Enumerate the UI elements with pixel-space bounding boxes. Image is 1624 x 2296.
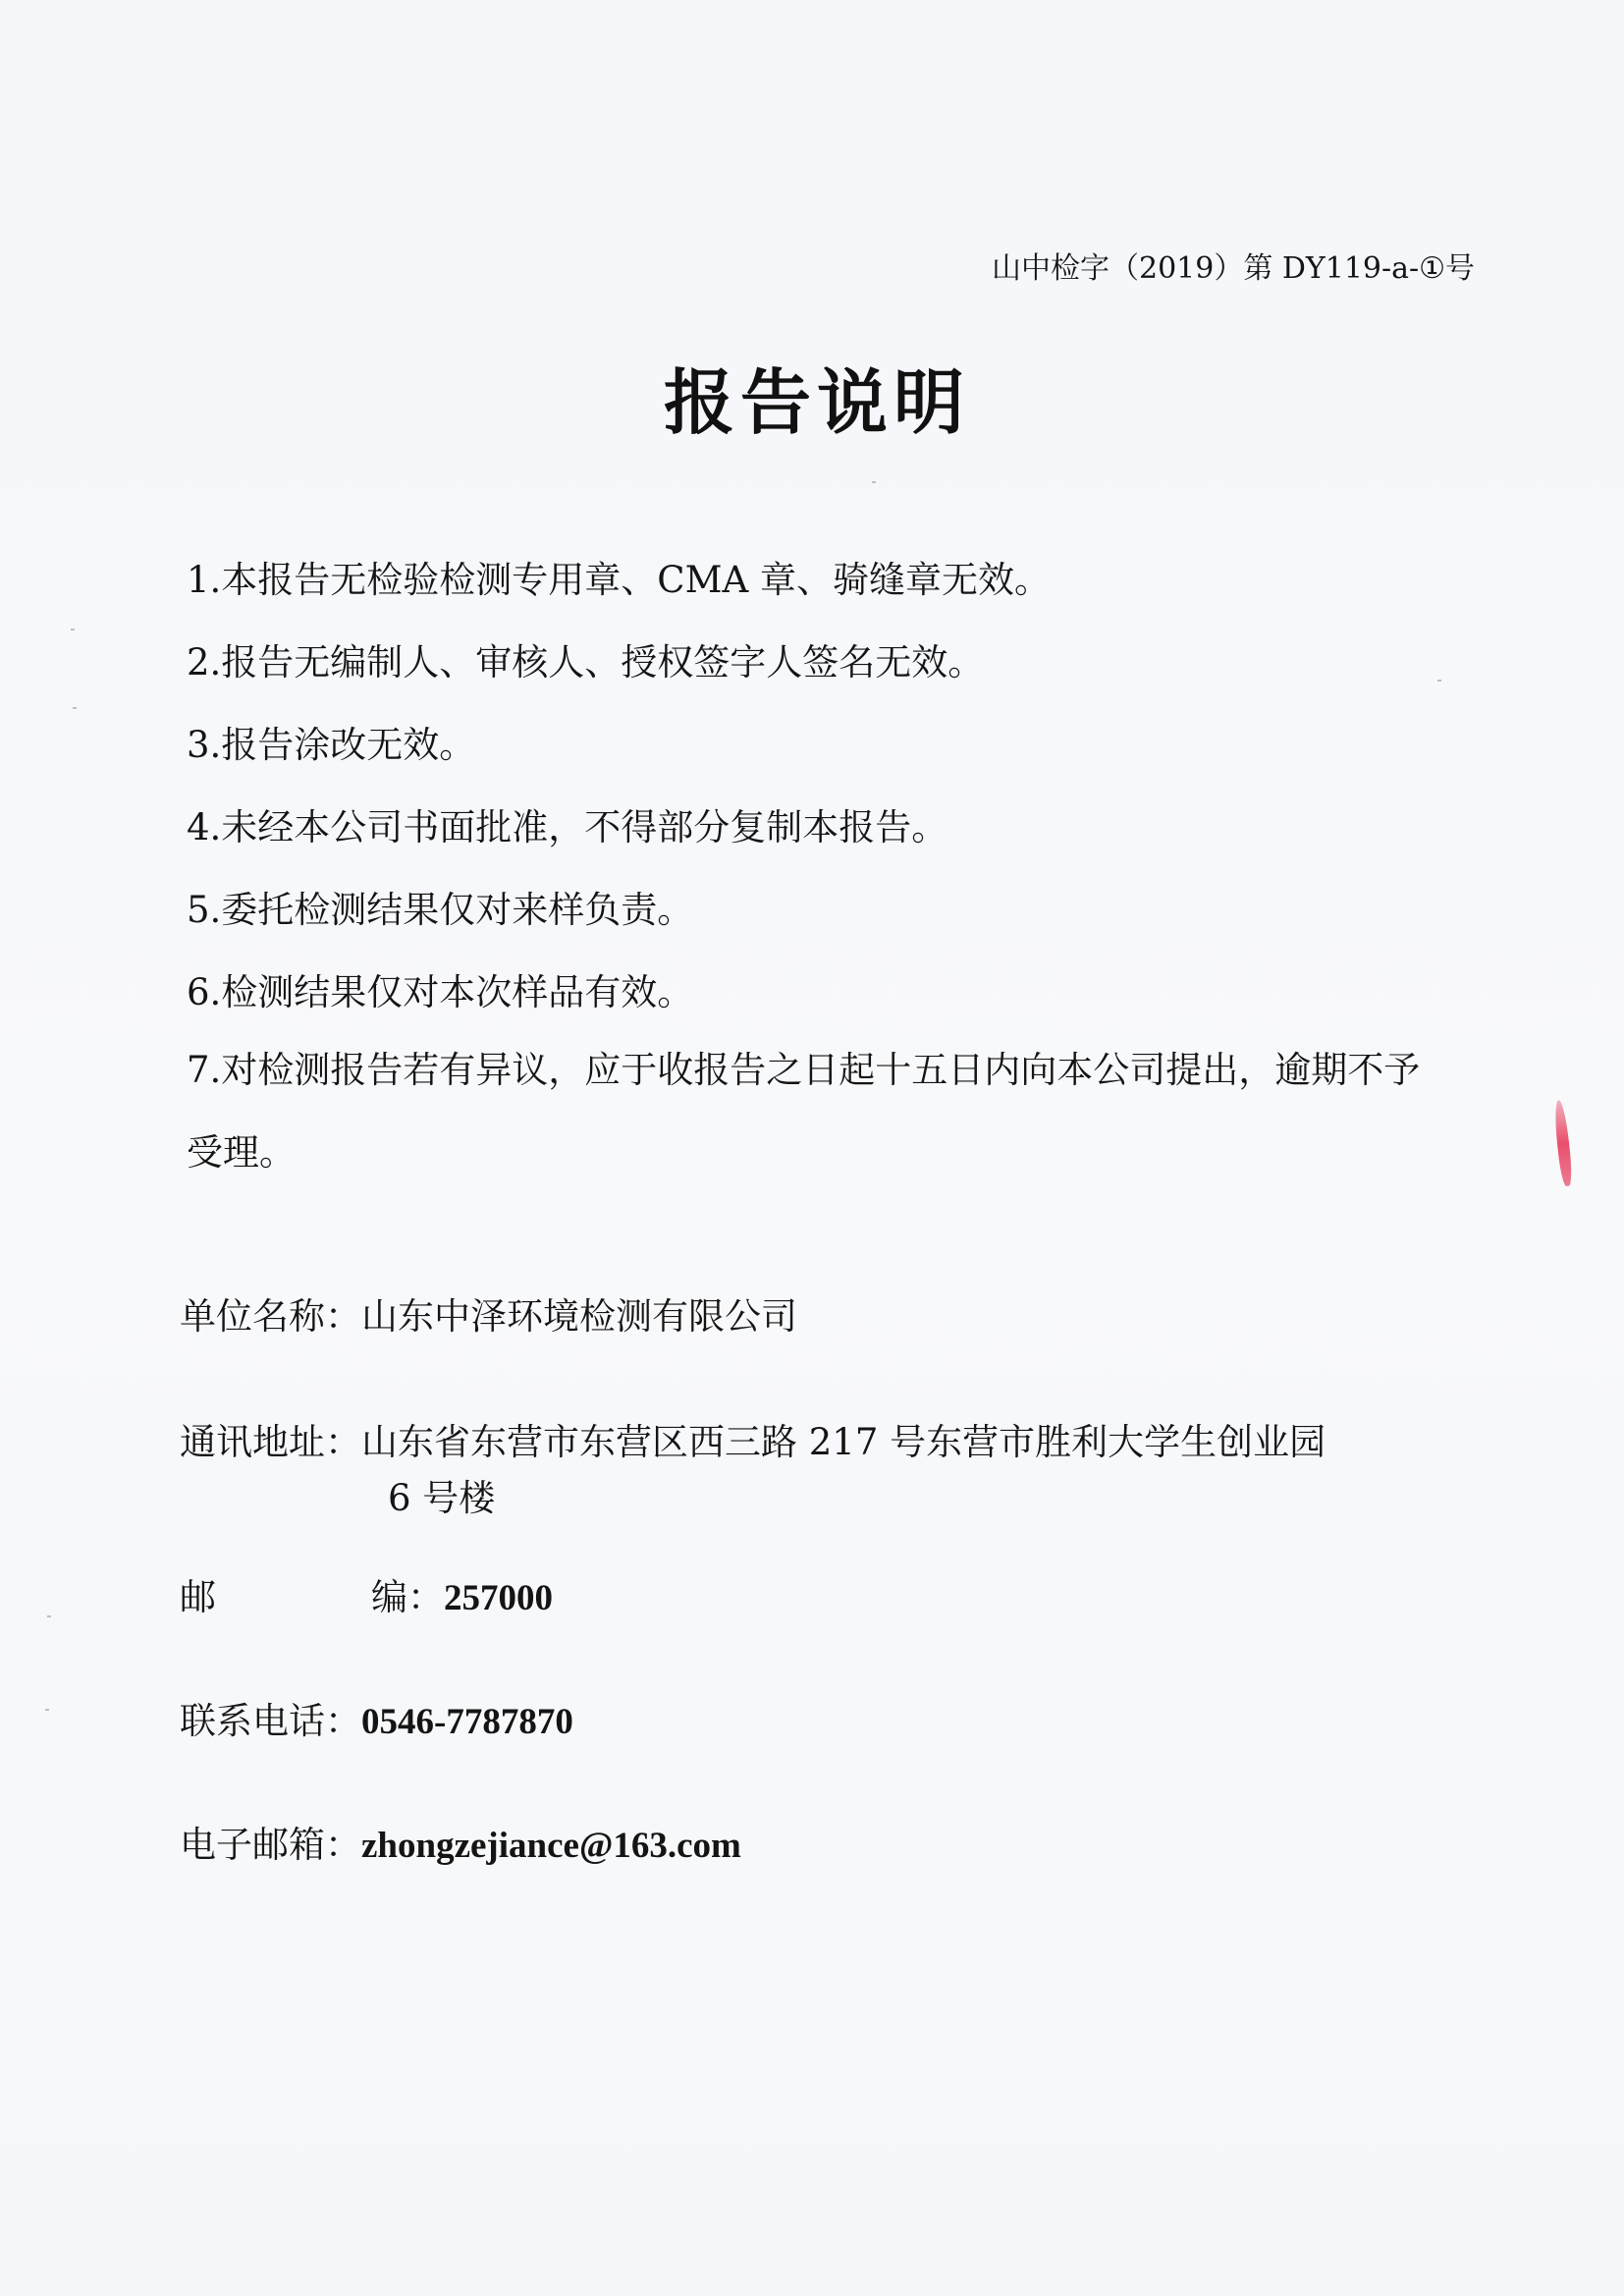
address-row (180, 1412, 1326, 1465)
scan-speck (1437, 680, 1441, 682)
company-name-value: 山东中泽环境检测有限公司 (361, 1295, 797, 1338)
phone-label: 联系电话： (180, 1700, 361, 1742)
note-item: 2.报告无编制人、审核人、授权签字人签名无效。 (187, 641, 985, 683)
report-number: 山中检字（2019）第 DY119-a-①号 (992, 251, 1476, 286)
note-item: 5.委托检测结果仅对来样负责。 (187, 889, 694, 931)
seal-fragment-icon (1552, 1100, 1573, 1187)
email-row (180, 1815, 741, 1868)
address-value-line1: 山东省东营市东营区西三路 217 号东营市胜利大学生创业园 (361, 1421, 1326, 1463)
phone-value: 0546-7787870 (361, 1702, 573, 1742)
company-name-label: 单位名称： (180, 1295, 361, 1338)
scan-speck (872, 481, 876, 483)
email-value: zhongzejiance@163.com (361, 1826, 741, 1866)
postal-code-label-part2: 编： (371, 1576, 444, 1618)
postal-code-row (180, 1567, 553, 1620)
scan-speck (73, 707, 77, 709)
scan-speck (45, 1709, 49, 1711)
note-item: 7.对检测报告若有异议，应于收报告之日起十五日内向本公司提出，逾期不予受理。 (187, 1049, 1421, 1174)
phone-row (180, 1691, 573, 1744)
postal-code-label-part1: 邮 (180, 1576, 216, 1618)
scan-speck (47, 1615, 51, 1617)
note-item: 4.未经本公司书面批准，不得部分复制本报告。 (187, 806, 948, 848)
scan-speck (71, 629, 75, 630)
note-item: 6.检测结果仅对本次样品有效。 (187, 971, 694, 1013)
postal-code-value: 257000 (444, 1578, 553, 1618)
company-name-row (180, 1286, 797, 1339)
page-title: 报告说明 (664, 360, 971, 444)
note-item: 3.报告涂改无效。 (187, 724, 476, 766)
address-value-line2: 6 号楼 (388, 1477, 496, 1519)
note-item: 1.本报告无检验检测专用章、CMA 章、骑缝章无效。 (187, 559, 1051, 601)
email-label: 电子邮箱： (180, 1824, 361, 1866)
address-label: 通讯地址： (180, 1421, 361, 1463)
